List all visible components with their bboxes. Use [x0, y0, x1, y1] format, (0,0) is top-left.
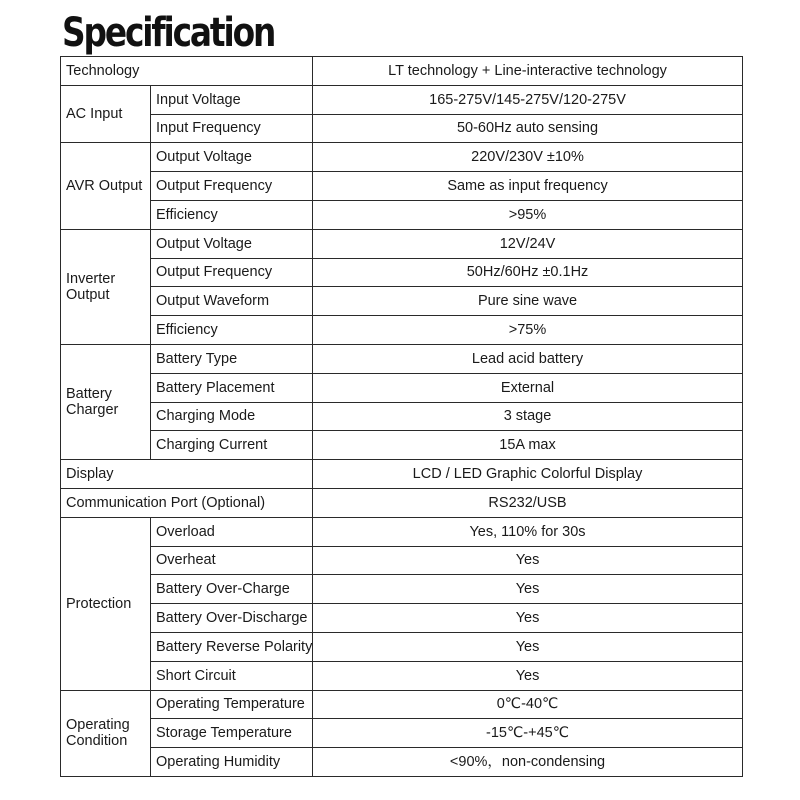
param-label: Operating Humidity — [151, 748, 313, 777]
param-label: Overheat — [151, 546, 313, 575]
table-row — [61, 632, 743, 661]
param-value: Yes — [313, 632, 743, 661]
param-label: Efficiency — [151, 316, 313, 345]
param-label: Output Frequency — [151, 172, 313, 201]
group-label-line: Operating — [66, 717, 130, 734]
param-value: 15A max — [313, 431, 743, 460]
param-value: 50Hz/60Hz ±0.1Hz — [313, 258, 743, 287]
table-row — [61, 431, 743, 460]
param-value: Yes — [313, 546, 743, 575]
table-row — [61, 575, 743, 604]
param-label: Input Frequency — [151, 114, 313, 143]
table-row — [61, 373, 743, 402]
page-title: Specification — [62, 10, 275, 56]
param-label: Overload — [151, 517, 313, 546]
param-value: 3 stage — [313, 402, 743, 431]
group-label-protection: Protection — [61, 517, 151, 690]
technology-value: LT technology + Line-interactive technology — [313, 57, 743, 86]
param-label: Charging Mode — [151, 402, 313, 431]
specification-table — [60, 56, 743, 777]
param-label: Operating Temperature — [151, 690, 313, 719]
table-row — [61, 229, 743, 258]
param-label: Output Frequency — [151, 258, 313, 287]
group-label-inverter-output — [61, 229, 151, 344]
table-row — [61, 719, 743, 748]
table-row — [61, 344, 743, 373]
param-value: 0℃-40℃ — [313, 690, 743, 719]
table-row — [61, 114, 743, 143]
communication-port-label: Communication Port (Optional) — [61, 488, 313, 517]
technology-label: Technology — [61, 57, 313, 86]
param-value: <90%，non-condensing — [313, 748, 743, 777]
param-label: Battery Over-Discharge — [151, 604, 313, 633]
param-label: Charging Current — [151, 431, 313, 460]
param-value: Same as input frequency — [313, 172, 743, 201]
display-label: Display — [61, 460, 313, 489]
param-value: 50-60Hz auto sensing — [313, 114, 743, 143]
param-label: Storage Temperature — [151, 719, 313, 748]
table-row — [61, 258, 743, 287]
param-value: >95% — [313, 200, 743, 229]
group-label-ac-input: AC Input — [61, 85, 151, 143]
param-label: Battery Type — [151, 344, 313, 373]
param-value: Yes, 110% for 30s — [313, 517, 743, 546]
table-row — [61, 546, 743, 575]
param-value: Yes — [313, 661, 743, 690]
table-row — [61, 748, 743, 777]
group-label-avr-output: AVR Output — [61, 143, 151, 229]
table-row — [61, 57, 743, 86]
group-label-line: Battery — [66, 386, 112, 403]
table-row — [61, 604, 743, 633]
group-label-operating-condition — [61, 690, 151, 776]
param-value: Yes — [313, 575, 743, 604]
param-value: 220V/230V ±10% — [313, 143, 743, 172]
table-row — [61, 460, 743, 489]
param-label: Output Waveform — [151, 287, 313, 316]
table-row — [61, 316, 743, 345]
param-label: Output Voltage — [151, 229, 313, 258]
param-value: >75% — [313, 316, 743, 345]
group-label-line: Inverter — [66, 270, 116, 287]
param-value: Yes — [313, 604, 743, 633]
group-label-battery-charger — [61, 344, 151, 459]
param-label: Short Circuit — [151, 661, 313, 690]
param-value: External — [313, 373, 743, 402]
param-label: Efficiency — [151, 200, 313, 229]
table-row — [61, 287, 743, 316]
param-value: Pure sine wave — [313, 287, 743, 316]
param-label: Battery Placement — [151, 373, 313, 402]
param-label: Output Voltage — [151, 143, 313, 172]
communication-port-value: RS232/USB — [313, 488, 743, 517]
table-row — [61, 488, 743, 517]
display-value: LCD / LED Graphic Colorful Display — [313, 460, 743, 489]
group-label-line: Output — [66, 286, 110, 303]
param-label: Input Voltage — [151, 85, 313, 114]
param-value: Lead acid battery — [313, 344, 743, 373]
table-row — [61, 517, 743, 546]
table-row — [61, 690, 743, 719]
param-value: -15℃-+45℃ — [313, 719, 743, 748]
table-row — [61, 661, 743, 690]
param-value: 165-275V/145-275V/120-275V — [313, 85, 743, 114]
group-label-line: Charger — [66, 402, 119, 419]
param-label: Battery Over-Charge — [151, 575, 313, 604]
table-row — [61, 172, 743, 201]
table-row — [61, 143, 743, 172]
group-label-line: Condition — [66, 733, 128, 750]
table-row — [61, 200, 743, 229]
param-label: Battery Reverse Polarity — [151, 632, 313, 661]
table-row — [61, 85, 743, 114]
table-row — [61, 402, 743, 431]
param-value: 12V/24V — [313, 229, 743, 258]
